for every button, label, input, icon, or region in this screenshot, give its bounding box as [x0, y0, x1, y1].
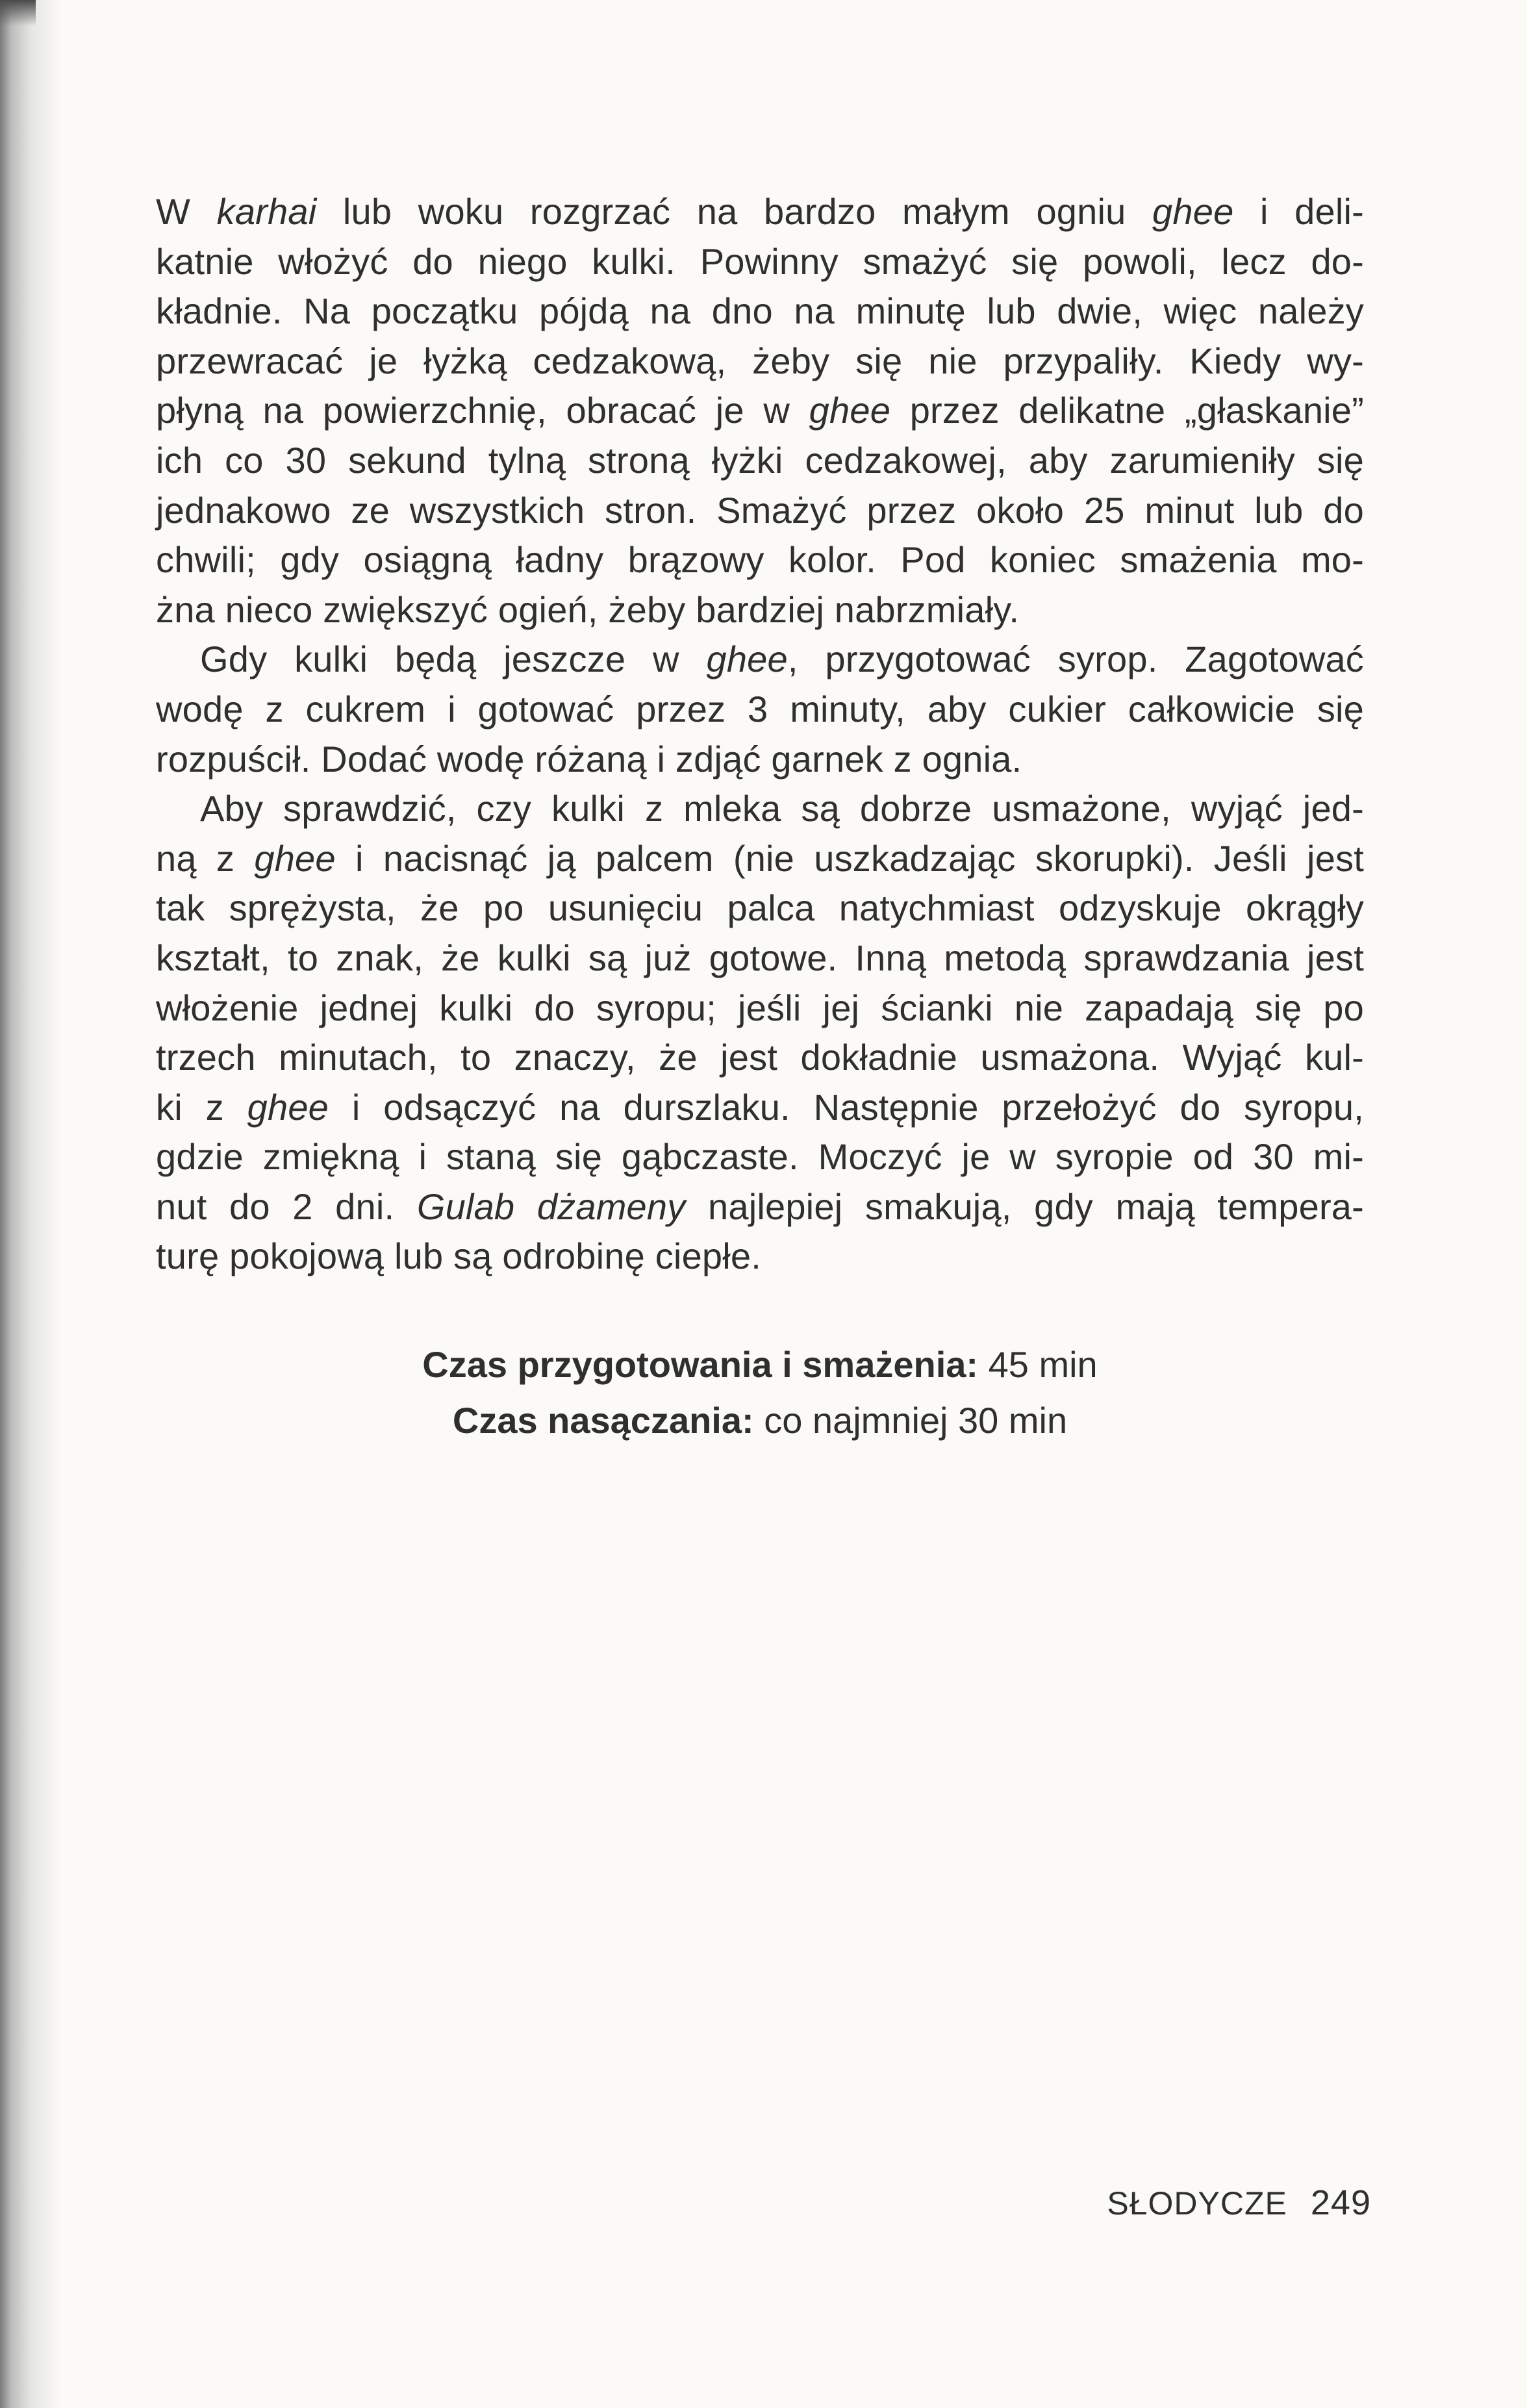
text-span: ki z — [156, 1086, 247, 1128]
text-span: lub woku rozgrzać na bardzo małym ogniu — [316, 191, 1153, 232]
text-span: chwili; gdy osiągną ładny brązowy kolor. Pod koniec smażenia mo- — [156, 539, 1364, 581]
text-span: W — [156, 191, 217, 232]
text-line — [156, 286, 1364, 336]
text-span: , przygotować syrop. Zagotować — [787, 639, 1365, 680]
recipe-time-summary — [156, 1337, 1364, 1449]
text-line — [156, 983, 1364, 1033]
text-span: najlepiej smakują, gdy mają tempera- — [685, 1185, 1364, 1227]
paragraph — [156, 187, 1364, 635]
prep-time-value: 45 min — [978, 1344, 1098, 1385]
italic-term: karhai — [216, 191, 317, 232]
scan-corner-mark — [0, 0, 36, 26]
text-span: ich co 30 sekund tylną stroną łyżki cedzakowej, aby zarumieniły się — [156, 439, 1364, 481]
page-binding-shadow — [0, 0, 62, 2408]
text-line — [156, 585, 1364, 635]
text-line — [156, 883, 1364, 933]
text-line — [156, 1083, 1364, 1133]
text-line — [156, 933, 1364, 983]
text-line — [156, 187, 1364, 237]
soak-time-value: co najmniej 30 min — [753, 1400, 1068, 1441]
text-span: Gdy kulki będą jeszcze w — [200, 639, 707, 680]
italic-term: ghee — [1152, 191, 1234, 232]
text-line — [156, 1033, 1364, 1083]
italic-term: ghee — [254, 837, 336, 879]
italic-term: ghee — [706, 639, 788, 680]
text-span: katnie włożyć do niego kulki. Powinny smażyć się powoli, lecz do- — [156, 240, 1364, 282]
text-span: kształt, to znak, że kulki są już gotowe. Inną metodą sprawdzania jest — [156, 937, 1364, 978]
text-line — [156, 685, 1364, 735]
text-span: kładnie. Na początku pójdą na dno na minutę lub dwie, więc należy — [156, 290, 1364, 332]
text-span: przez delikatne „głaskanie” — [890, 390, 1364, 431]
page-footer — [1107, 2183, 1371, 2223]
paragraph — [156, 784, 1364, 1282]
text-line — [156, 1132, 1364, 1182]
text-line — [156, 735, 1364, 785]
italic-term: Gulab dżameny — [416, 1185, 686, 1227]
text-span: i nacisnąć ją palcem (nie uszkadzając skorupki). Jeśli jest — [335, 837, 1364, 879]
soak-time-label: Czas nasączania: — [452, 1400, 754, 1441]
text-span: gdzie zmiękną i staną się gąbczaste. Moczyć je w syropie od 30 mi- — [156, 1136, 1364, 1178]
page-number: 249 — [1310, 2183, 1371, 2222]
text-line — [156, 237, 1364, 287]
text-span: rozpuścił. Dodać wodę różaną i zdjąć garnek z ognia. — [156, 738, 1022, 779]
text-line — [156, 784, 1364, 834]
prep-time-label: Czas przygotowania i smażenia: — [422, 1344, 979, 1385]
text-line — [156, 436, 1364, 486]
text-span: jednakowo ze wszystkich stron. Smażyć przez około 25 minut lub do — [156, 489, 1364, 531]
italic-term: ghee — [247, 1086, 329, 1128]
text-span: i deli- — [1233, 191, 1364, 232]
text-line — [156, 535, 1364, 585]
text-span: płyną na powierzchnię, obracać je w — [156, 390, 809, 431]
text-line — [156, 1232, 1364, 1282]
text-line — [156, 834, 1364, 884]
recipe-body-text — [156, 187, 1364, 1282]
text-span: ną z — [156, 837, 255, 879]
prep-time-line — [156, 1337, 1364, 1393]
text-line — [156, 336, 1364, 387]
text-span: przewracać je łyżką cedzakową, żeby się nie przypaliły. Kiedy wy- — [156, 340, 1364, 381]
text-span: nut do 2 dni. — [156, 1185, 417, 1227]
text-span: Aby sprawdzić, czy kulki z mleka są dobrze usmażone, wyjąć jed- — [200, 788, 1364, 830]
text-span: turę pokojową lub są odrobinę ciepłe. — [156, 1236, 762, 1277]
text-span: włożenie jednej kulki do syropu; jeśli jej ścianki nie zapadają się po — [156, 987, 1364, 1028]
text-span: tak sprężysta, że po usunięciu palca natychmiast odzyskuje okrągły — [156, 887, 1364, 929]
text-line — [156, 486, 1364, 536]
paragraph — [156, 635, 1364, 784]
text-line — [156, 635, 1364, 685]
section-title: SŁODYCZE — [1107, 2185, 1287, 2222]
soak-time-line — [156, 1393, 1364, 1449]
text-span: wodę z cukrem i gotować przez 3 minuty, aby cukier całkowicie się — [156, 688, 1364, 729]
text-span: trzech minutach, to znaczy, że jest dokładnie usmażona. Wyjąć kul- — [156, 1037, 1364, 1078]
text-span: i odsączyć na durszlaku. Następnie przełożyć do syropu, — [329, 1086, 1364, 1128]
italic-term: ghee — [809, 390, 891, 431]
text-line — [156, 1182, 1364, 1232]
text-span: żna nieco zwiększyć ogień, żeby bardziej nabrzmiały. — [156, 589, 1020, 630]
text-line — [156, 386, 1364, 436]
